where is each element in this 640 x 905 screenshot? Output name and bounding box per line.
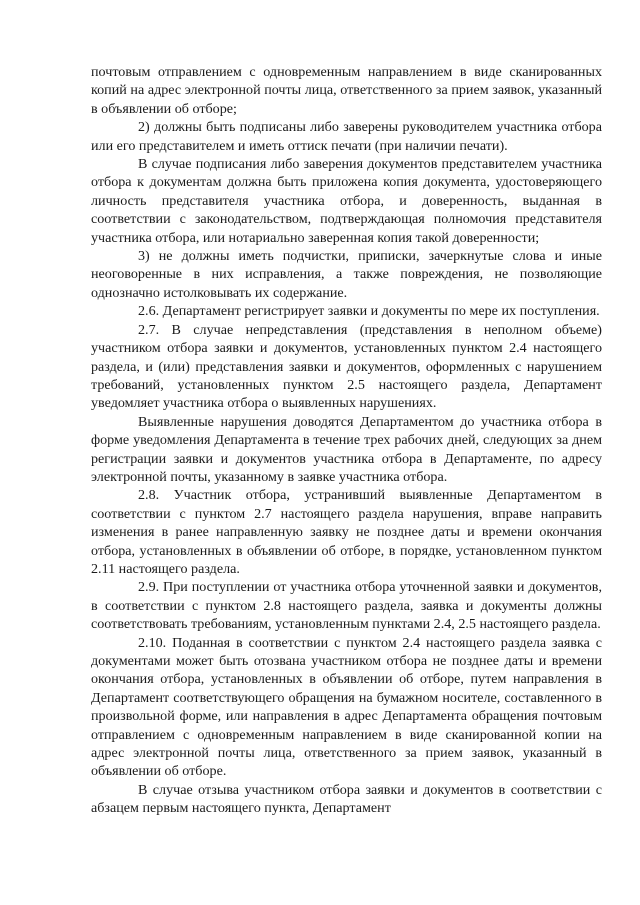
paragraph-6: 2.7. В случае непредставления (представления в неполном объеме) участником отбора заявки и документов, установленных пунктом 2.4 настоящего раздела, и (или) представления заявки и документов, оформленных с нарушением требований, установленных пунктом 2.5 настоящего раздела, Департамент уведомляет участника отбора о выявленных нарушениях. — [91, 321, 602, 412]
paragraph-10: 2.10. Поданная в соответствии с пунктом 2.4 настоящего раздела заявка с документами может быть отозвана участником отбора не позднее даты и времени окончания отбора, установленных в объявлении об отборе, путем направления в Департамент соответствующего обращения на бумажном носителе, составленного в произвольной форме, или направления в адрес Департамента обращения почтовым отправлением с одновременным направлением в виде сканированной копии на адрес электронной почты лица, ответственного за прием заявок, указанный в объявлении об отборе. — [91, 634, 602, 780]
paragraph-9: 2.9. При поступлении от участника отбора уточненной заявки и документов, в соответствии с пунктом 2.8 настоящего раздела, заявка и документы должны соответствовать требованиям, установленным пунктами 2.4, 2.5 настоящего раздела. — [91, 579, 602, 633]
paragraph-1: почтовым отправлением с одновременным направлением в виде сканированных копий на адрес электронной почты лица, ответственного за прием заявок, указанный в объявлении об отборе; — [91, 64, 602, 117]
paragraph-11: В случае отзыва участником отбора заявки и документов в соответствии с абзацем первым настоящего пункта, Департамент — [91, 781, 602, 817]
paragraph-2: 2) должны быть подписаны либо заверены руководителем участника отбора или его представителем и иметь оттиск печати (при наличии печати). — [91, 119, 602, 154]
paragraph-8: 2.8. Участник отбора, устранивший выявленные Департаментом в соответствии с пунктом 2.7 настоящего раздела нарушения, вправе направить изменения в ранее направленную заявку не позднее даты и времени окончания отбора, установленных в объявлении об отборе, в порядке, установленном пунктом 2.11 настоящего раздела. — [91, 487, 602, 577]
paragraph-5: 2.6. Департамент регистрирует заявки и документы по мере их поступления. — [138, 303, 600, 320]
document-page — [91, 63, 602, 818]
paragraph-7: Выявленные нарушения доводятся Департаментом до участника отбора в форме уведомления Департамента в течение трех рабочих дней, следующих за днем регистрации заявки и документов участника отбора в Департаменте, по адресу электронной почты, указанному в заявке участника отбора. — [91, 413, 602, 485]
paragraph-3: В случае подписания либо заверения документов представителем участника отбора к документам должна быть приложена копия документа, удостоверяющего личность представителя участника отбора, и доверенность, выданная в соответствии с законодательством, подтверждающая полномочия представителя участника отбора, или нотариально заверенная копия такой доверенности; — [91, 156, 602, 246]
paragraph-4: 3) не должны иметь подчистки, приписки, зачеркнутые слова и иные неоговоренные в них исправления, а также повреждения, не позволяющие однозначно истолковывать их содержание. — [91, 248, 602, 301]
